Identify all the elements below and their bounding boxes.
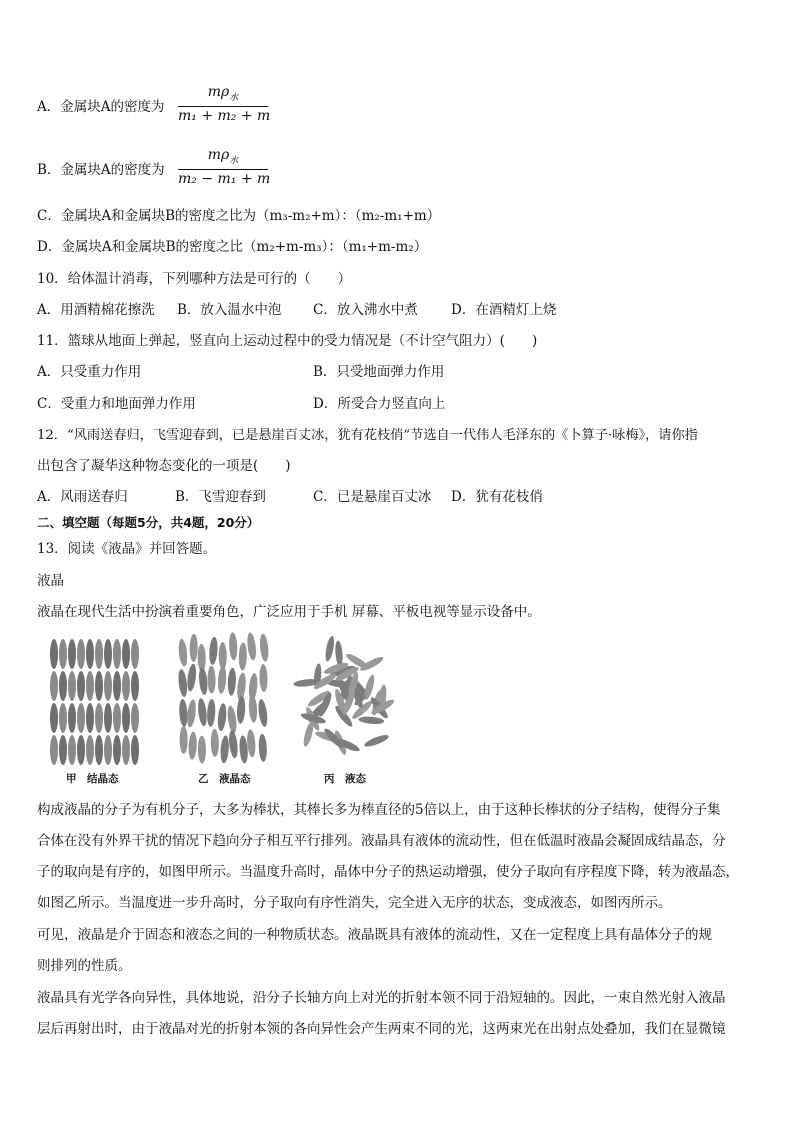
- molecule: [113, 671, 121, 701]
- q10-option-a: A．用酒精棉花擦洗: [37, 302, 155, 318]
- q12-option-d: D．犹有花枝俏: [451, 489, 543, 505]
- molecule: [229, 632, 238, 660]
- molecule: [77, 639, 85, 669]
- molecule: [131, 703, 139, 733]
- molecule: [217, 666, 227, 694]
- molecule: [257, 699, 269, 728]
- paragraph-line: 构成液晶的分子为有机分子，大多为棒状，其棒长多为棒直径的5倍以上，由于这种长棒状的分子结构，使得分子集: [37, 802, 721, 818]
- q9-option-a-label: A．金属块A的密度为: [37, 99, 165, 115]
- molecule: [189, 634, 197, 662]
- q9-option-a-fraction: [178, 84, 271, 130]
- caption-crystal: 甲 结晶态: [66, 773, 119, 785]
- fraction-numerator: $m\rho_水$: [207, 84, 239, 103]
- q10-option-b: B．放入温水中泡: [177, 302, 282, 318]
- molecule: [86, 735, 94, 765]
- molecule: [68, 703, 76, 733]
- paragraph-line: 则排列的性质。: [37, 958, 132, 974]
- paragraph-line: 层后再射出时，由于液晶对光的折射本领的各向异性会产生两束不同的光，这两束光在出射点处叠加，我们在显微镜: [37, 1021, 726, 1037]
- q13-stem: 13．阅读《液晶》并回答题。: [37, 541, 217, 557]
- paragraph-line: 可见，液晶是介于固态和液态之间的一种物质状态。液晶既具有液体的流动性，又在一定程度上具有晶体分子的规: [37, 927, 712, 943]
- molecule-diagram: [40, 632, 400, 792]
- molecule: [248, 694, 258, 722]
- caption-liquid: 丙 液态: [324, 773, 366, 785]
- q11-option-b: B．只受地面弹力作用: [313, 364, 445, 380]
- molecule: [113, 735, 121, 765]
- molecule: [59, 703, 67, 733]
- molecule: [206, 699, 215, 727]
- fraction-bar: [178, 106, 268, 107]
- molecule: [177, 638, 188, 667]
- molecule: [226, 705, 238, 734]
- molecule: [227, 668, 236, 696]
- caption-liquid-crystal: 乙 液晶态: [198, 773, 251, 785]
- paragraph-1: [37, 800, 762, 924]
- molecule: [258, 734, 267, 762]
- molecule: [180, 726, 188, 754]
- q12-stem-line1: 12．“风雨送春归，飞雪迎春到，已是悬崖百丈冰，犹有花枝俏”节选自一代伟人毛泽东的《卜算子·咏梅》，请你指: [37, 428, 698, 443]
- molecule: [50, 735, 58, 765]
- molecule: [104, 639, 112, 669]
- molecule: [197, 698, 208, 727]
- q9-option-b-fraction: [178, 147, 271, 193]
- paragraph-line: 合体在没有外界干扰的情况下趋向分子相互平行排列。液晶具有液体的流动性，但在低温时液晶会凝固成结晶态，分: [37, 833, 726, 849]
- molecule: [198, 736, 206, 764]
- molecule: [59, 639, 67, 669]
- molecule: [246, 632, 257, 661]
- molecule: [86, 639, 94, 669]
- molecule: [104, 735, 112, 765]
- q12-option-b: B．飞雪迎春到: [175, 489, 266, 505]
- article-intro: 液晶在现代生活中扮演着重要角色，广泛应用于手机 屏幕、平板电视等显示设备中。: [37, 604, 541, 620]
- molecule: [50, 703, 58, 733]
- molecule: [95, 703, 103, 733]
- molecule: [217, 703, 228, 732]
- paragraph-line: 子的取向是有序的，如图甲所示。当温度升高时，晶体中分子的热运动增强，使分子取向有序程度下降，转为液晶态，: [37, 864, 739, 880]
- molecule: [59, 735, 67, 765]
- q12-stem-line2: 出包含了凝华这种物态变化的一项是( ): [37, 458, 291, 474]
- molecule: [220, 735, 230, 763]
- molecule: [95, 735, 103, 765]
- paragraph-2: [37, 925, 762, 987]
- q12-option-c: C．已是悬崖百丈冰: [313, 489, 432, 505]
- q12-option-a: A．风雨送春归: [37, 489, 128, 505]
- molecule: [122, 639, 130, 669]
- molecule: [186, 699, 197, 728]
- molecule: [324, 635, 336, 662]
- molecule: [179, 699, 189, 727]
- molecule: [188, 731, 197, 759]
- molecule: [363, 674, 377, 701]
- molecule: [104, 671, 112, 701]
- molecule: [86, 671, 94, 701]
- molecule: [363, 733, 390, 749]
- molecule: [131, 671, 139, 701]
- molecule: [77, 735, 85, 765]
- q11-option-a: A．只受重力作用: [37, 364, 142, 380]
- molecule: [86, 703, 94, 733]
- molecule: [77, 671, 85, 701]
- molecule: [198, 667, 209, 696]
- molecule: [177, 669, 188, 698]
- fraction-bar: [178, 169, 268, 170]
- molecule: [95, 671, 103, 701]
- article-title: 液晶: [37, 573, 64, 589]
- molecule: [50, 671, 58, 701]
- paragraph-3: [37, 988, 762, 1050]
- fraction-numerator: $m\rho_水$: [207, 147, 239, 166]
- molecule: [211, 729, 219, 757]
- q11-option-d: D．所受合力竖直向上: [313, 396, 446, 412]
- molecule: [122, 703, 130, 733]
- paragraph-line: 如图乙所示。当温度进一步升高时，分子取向有序性消失，完全进入无序的状态，变成液态，如图丙所示。: [37, 895, 672, 911]
- molecule: [228, 730, 239, 759]
- liquid-crystal-figure: [40, 632, 400, 792]
- molecule: [259, 664, 268, 692]
- molecule: [122, 671, 130, 701]
- fraction-denominator: m₂ − m₁ + m: [178, 171, 271, 187]
- molecule: [68, 639, 76, 669]
- molecule: [122, 735, 130, 765]
- molecule: [131, 735, 139, 765]
- q11-stem: 11．篮球从地面上弹起，竖直向上运动过程中的受力情况是（不计空气阻力）( ): [37, 333, 538, 349]
- q9-option-c: C．金属块A和金属块B的密度之比为（m₃-m₂+m）：（m₂-m₁+m）: [37, 208, 441, 224]
- molecule: [236, 696, 246, 724]
- molecule: [113, 639, 121, 669]
- q9-option-b-label: B．金属块A的密度为: [37, 162, 165, 178]
- molecule: [186, 663, 197, 692]
- molecule: [131, 639, 139, 669]
- q11-option-c: C．受重力和地面弹力作用: [37, 396, 196, 412]
- molecule: [68, 671, 76, 701]
- section-heading: 二、填空题（每题5分，共4题，20分）: [37, 515, 260, 530]
- molecule: [95, 639, 103, 669]
- paragraph-line: 液晶具有光学各向异性，具体地说，沿分子长轴方向上对光的折射本领不同于沿短轴的。因此，一束自然光射入液晶: [37, 990, 726, 1006]
- molecule: [207, 666, 215, 694]
- molecule: [104, 703, 112, 733]
- molecule: [208, 637, 218, 666]
- fraction-denominator: m₁ + m₂ + m: [178, 108, 271, 124]
- q9-option-d: D．金属块A和金属块B的密度之比（m₂+m-m₃）：（m₁+m-m₂）: [37, 239, 428, 255]
- molecule: [77, 703, 85, 733]
- q10-option-c: C．放入沸水中煮: [313, 302, 418, 318]
- molecule: [259, 633, 270, 662]
- molecule: [358, 716, 385, 725]
- molecule: [50, 639, 58, 669]
- molecule: [59, 671, 67, 701]
- q10-stem: 10．给体温计消毒，下列哪种方法是可行的（ ）: [37, 271, 352, 287]
- q10-option-d: D．在酒精灯上烧: [451, 302, 557, 318]
- molecule: [113, 703, 121, 733]
- molecule: [238, 642, 247, 670]
- molecule: [68, 735, 76, 765]
- molecule: [334, 640, 343, 667]
